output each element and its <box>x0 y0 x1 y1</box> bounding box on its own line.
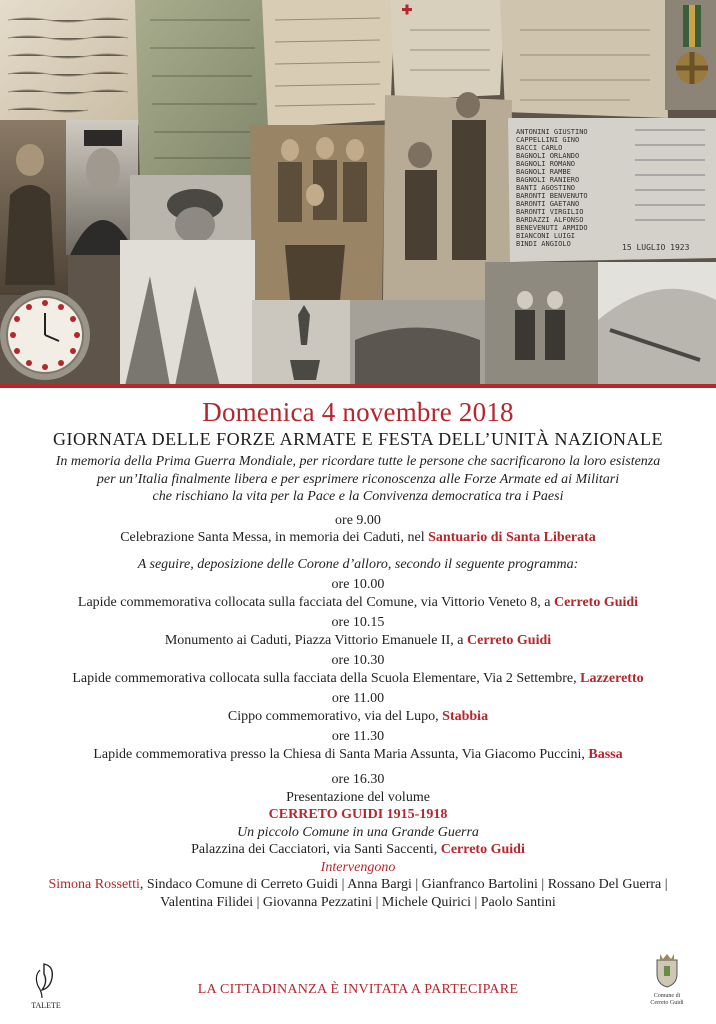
memorial-name: BENEVENUTI ARMIDO <box>516 224 588 232</box>
memorial-name: BAGNOLI RANIERO <box>516 176 580 184</box>
speaker-mayor: Simona Rossetti <box>48 877 140 892</box>
mass-text: Celebrazione Santa Messa, in memoria dei Caduti, nel <box>120 530 429 545</box>
old-letter-middle <box>262 0 395 128</box>
event-description <box>0 670 716 688</box>
intro-line: per un’Italia finalmente libera e per esprimere riconoscenza alle Forze Armate ed ai Militari <box>96 471 620 487</box>
group-of-soldiers-photo <box>250 125 385 305</box>
memorial-name: BAGNOLI ROMANO <box>516 160 576 168</box>
memorial-name: BIANCONI LUIGI <box>516 232 576 240</box>
invitation-text: LA CITTADINANZA È INVITATA A PARTECIPARE <box>197 982 519 997</box>
event-time: ore 10.00 <box>331 577 385 592</box>
event-place: Cerreto Guidi <box>467 632 552 648</box>
coat-of-arms-icon <box>654 952 680 988</box>
mountain-march-photo <box>598 262 716 386</box>
event-text: Lapide commemorativa collocata sulla facciata della Scuola Elementare, Via 2 Settembre, <box>72 670 581 686</box>
book-title: CERRETO GUIDI 1915-1918 <box>268 807 448 822</box>
intro-line: che rischiano la vita per la Pace e la Convivenza democratica tra i Paesi <box>152 489 564 504</box>
event-description <box>0 708 716 726</box>
intro-line: In memoria della Prima Guerra Mondiale, per ricordare tutte le persone che sacrificarono la loro esistenza <box>55 454 661 469</box>
photo-collage <box>0 0 716 386</box>
book-venue-text: Palazzina dei Cacciatori, via Santi Saccenti, <box>191 842 441 857</box>
book-time: ore 16.30 <box>331 772 385 787</box>
memorial-name: BAGNOLI RAMBE <box>516 168 571 176</box>
camp-photo <box>485 262 600 386</box>
snow-soldiers-photo <box>120 240 255 386</box>
speakers-line <box>0 876 716 894</box>
event-time: ore 11.30 <box>331 729 385 744</box>
footer <box>0 972 716 1012</box>
monument-statue-photo <box>252 300 350 386</box>
event-time: ore 10.15 <box>331 615 385 630</box>
book-venue <box>0 841 716 859</box>
collage-image <box>0 0 716 386</box>
book-subtitle: Un piccolo Comune in una Grande Guerra <box>237 824 479 840</box>
event-place: Cerreto Guidi <box>553 594 639 610</box>
memorial-name: BAGNOLI ORLANDO <box>516 152 580 160</box>
officer-portrait <box>66 120 138 255</box>
memorial-list-date: 15 LUGLIO 1923 <box>622 243 690 252</box>
memorial-name: ANTONINI GIUSTINO <box>516 128 588 136</box>
memorial-name: BARONTI BENVENUTO <box>516 192 588 200</box>
book-label: Presentazione del volume <box>286 789 430 805</box>
intro-text <box>0 453 716 506</box>
memorial-name: BARONTI GAETANO <box>516 200 580 208</box>
event-time: ore 10.30 <box>331 653 385 668</box>
mass-place: Santuario di Santa Liberata <box>428 530 596 545</box>
poster-content <box>0 392 716 911</box>
event-place: Bassa <box>588 746 623 762</box>
talete-logo-text: TALETE <box>31 1001 61 1010</box>
event-text: Lapide commemorativa presso la Chiesa di Santa Maria Assunta, Via Giacomo Puccini, <box>93 746 589 762</box>
mass-time: ore 9.00 <box>335 512 381 528</box>
event-time: ore 11.00 <box>331 691 385 706</box>
event-description <box>0 746 716 764</box>
red-cross-postcard <box>390 0 505 100</box>
event-subtitle: GIORNATA DELLE FORZE ARMATE E FESTA DELL’UNITÀ NAZIONALE <box>53 429 663 449</box>
memorial-name: BANTI AGOSTINO <box>516 184 576 192</box>
program-intro: A seguire, deposizione delle Corone d’alloro, secondo il seguente programma: <box>137 556 579 572</box>
book-venue-place: Cerreto Guidi <box>440 842 525 857</box>
telegram-document <box>500 0 668 118</box>
memorial-name: BARDAZZI ALFONSO <box>516 216 584 224</box>
municipality-logo <box>642 952 692 1014</box>
event-text: Cippo commemorativo, via del Lupo, <box>227 708 443 724</box>
memorial-name: CAPPELLINI GINO <box>516 136 580 144</box>
speakers-label: Intervengono <box>320 859 396 875</box>
event-place: Lazzeretto <box>580 670 644 686</box>
memorial-name: BINDI ANGIOLO <box>516 240 571 248</box>
speakers-line: Valentina Filidei | Giovanna Pezzatini | Michele Quirici | Paolo Santini <box>160 894 556 910</box>
soldier-standing-photo <box>0 120 68 295</box>
memorial-name: BARONTI VIRGILIO <box>516 208 584 216</box>
event-text: Monumento ai Caduti, Piazza Vittorio Emanuele II, a <box>164 632 468 648</box>
municipality-caption-1: Comune di <box>653 993 681 999</box>
red-divider <box>0 384 716 388</box>
event-description <box>0 594 716 612</box>
event-description <box>0 632 716 650</box>
event-place: Stabbia <box>442 708 489 724</box>
event-text: Lapide commemorativa collocata sulla facciata del Comune, via Vittorio Veneto 8, a <box>77 594 554 610</box>
pocket-watch <box>0 290 90 380</box>
event-title: Domenica 4 novembre 2018 <box>202 397 514 427</box>
old-letter-left <box>0 0 150 125</box>
memorial-name: BACCI CARLO <box>516 144 563 152</box>
speakers-rest: , Sindaco Comune di Cerreto Guidi | Anna Bargi | Gianfranco Bartolini | Rossano Del Guerra | <box>139 877 668 892</box>
trench-photo <box>350 300 485 386</box>
municipality-caption-2: Cerreto Guidi <box>650 1000 684 1006</box>
medal-picture <box>665 0 716 110</box>
mass-description <box>0 529 716 547</box>
